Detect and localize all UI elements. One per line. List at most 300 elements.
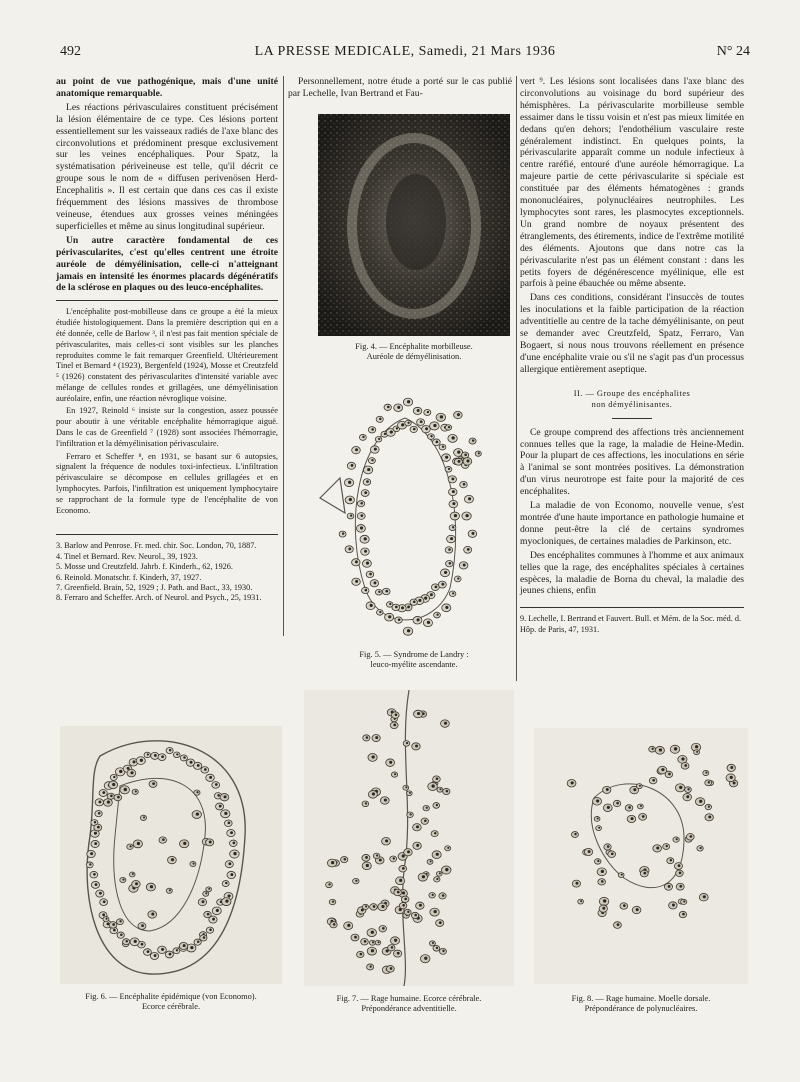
nucleus-mark [332, 900, 334, 902]
nucleus-mark [224, 795, 227, 798]
nucleus-mark [588, 850, 591, 853]
nucleus-mark [366, 736, 369, 739]
column-divider-right [516, 76, 517, 681]
nucleus-mark [183, 944, 186, 947]
nucleus-mark [390, 430, 393, 433]
nucleus-mark [372, 792, 375, 795]
nucleus-mark [416, 825, 419, 828]
issue-number: N° 24 [716, 44, 750, 59]
nucleus-mark [355, 580, 358, 583]
nucleus-mark [176, 753, 178, 755]
figure-7-image [304, 690, 514, 986]
nucleus-mark [699, 800, 702, 803]
nucleus-mark [617, 923, 620, 926]
nucleus-mark [93, 873, 96, 876]
caption-line: Prépondérance adventitielle. [361, 1004, 457, 1013]
nucleus-mark [365, 856, 368, 859]
nucleus-mark [571, 781, 574, 784]
nucleus-mark [370, 965, 372, 967]
footnote: 4. Tinel et Bernard. Rev. Neurol., 39, 1923. [56, 551, 198, 561]
nucleus-mark [365, 905, 367, 907]
paragraph: vert ⁹. Les lésions sont localisées dans l'axe blanc des circonvolutions au voisinage du bord supérieur des hémisphères. La périvascularite morbilleuse semble essaimer dans le tissu voisin et n'est pas mieux limitée en dedans qu'en dehors; l'endothélium vasculaire reste généralement indistinct. En quelques points, la périvascularite apparaît comme un nodule infectieux à centre raréfié, entouré d'une auréole hémorragique. La majeure partie de cette périvascularite si spéciale est constituée par des éléments hématogènes : grands mononucléaires, polynucléaires neutrophiles. Les lymphocytes sont rares, les plasmocytes exceptionnels. Un grand nombre de noyaux présentent des étranglements, des étirements, indice de l'extrême motilité des éléments. Ajoutons que dans notre cas la périvascularite n'est pas un élément constant : dans les petits foyers de dégénérescence myélinique, elle est parfois à peine ébauchée ou même absente. [520, 76, 744, 290]
nucleus-mark [370, 604, 373, 607]
nucleus-mark [192, 863, 194, 865]
column-2 [288, 76, 512, 102]
paragraph: La maladie de von Economo, nouvelle venue, s'est montrée d'une haute importance en pathologie humaine et donne peut-être la clé de certains syndromes myocloniques, de certaines maladies de Parkinson, etc. [520, 500, 744, 547]
nucleus-mark [639, 785, 641, 787]
nucleus-mark [388, 615, 391, 618]
nucleus-mark [219, 805, 222, 808]
nucleus-mark [360, 526, 363, 529]
nucleus-mark [407, 629, 410, 632]
nucleus-mark [196, 791, 198, 793]
nucleus-mark [420, 420, 423, 423]
nucleus-mark [416, 844, 419, 847]
nucleus-mark [652, 779, 655, 782]
nucleus-mark [445, 606, 448, 609]
nucleus-mark [103, 900, 106, 903]
nucleus-mark [202, 900, 205, 903]
footnote: 6. Reinold. Monatschr. f. Kinderh, 37, 1927. [56, 572, 202, 582]
nucleus-mark [424, 597, 427, 600]
nucleus-mark [389, 603, 391, 605]
paragraph: En 1927, Reinold ⁶ insiste sur la congestion, assez poussée pour aboutir à une véritable encéphalite hémorragique aiguë. Dans le cas de Greenfield ⁷ (1928) sont associées l'hémorragie, l'infiltration et la démyélinisation périvasculaire. [56, 406, 278, 448]
nucleus-mark [424, 957, 427, 960]
caption-line: leuco-myélite ascendante. [370, 660, 458, 669]
figure-5-image [300, 378, 510, 648]
page-header [60, 44, 750, 64]
nucleus-mark [574, 833, 576, 835]
nucleus-mark [606, 788, 609, 791]
nucleus-mark [135, 882, 138, 885]
nucleus-mark [402, 904, 405, 907]
nucleus-mark [371, 931, 374, 934]
nucleus-mark [434, 910, 437, 913]
nucleus-mark [333, 923, 336, 926]
nucleus-mark [407, 400, 410, 403]
nucleus-mark [372, 941, 374, 943]
nucleus-mark [413, 600, 416, 603]
nucleus-mark [597, 817, 599, 819]
nucleus-mark [621, 874, 623, 876]
nucleus-mark [471, 532, 474, 535]
nucleus-mark [442, 950, 444, 952]
nucleus-mark [152, 782, 155, 785]
vessel-outline [320, 478, 345, 513]
nucleus-mark [661, 768, 664, 771]
nucleus-mark [597, 860, 599, 862]
nucleus-mark [366, 562, 369, 565]
nucleus-mark [406, 742, 408, 744]
nucleus-mark [442, 894, 445, 897]
nucleus-mark [385, 839, 388, 842]
nucleus-mark [607, 845, 610, 848]
nucleus-mark [598, 827, 600, 829]
nucleus-mark [208, 888, 210, 890]
nucleus-mark [374, 581, 377, 584]
nucleus-mark [98, 800, 101, 803]
nucleus-mark [141, 924, 144, 927]
nucleus-mark [147, 753, 149, 755]
nucleus-mark [679, 872, 682, 875]
nucleus-mark [467, 548, 470, 551]
nucleus-mark [225, 882, 227, 884]
nucleus-mark [102, 913, 105, 916]
nucleus-mark [376, 854, 378, 856]
footnote: 3. Barlow and Penrose. Fr. med. chir. Soc. London, 70, 1887. [56, 541, 257, 551]
nucleus-mark [450, 537, 453, 540]
nucleus-mark [430, 593, 433, 596]
nucleus-mark [652, 748, 654, 750]
nucleus-mark [448, 468, 450, 470]
nucleus-mark [602, 907, 605, 910]
nucleus-mark [670, 859, 672, 861]
nucleus-mark [391, 946, 394, 949]
nucleus-mark [134, 940, 137, 943]
nucleus-mark [628, 806, 631, 809]
figure-5-caption [318, 650, 510, 670]
nucleus-mark [344, 858, 347, 861]
nucleus-mark [633, 788, 636, 791]
nucleus-mark [190, 946, 193, 949]
nucleus-mark [372, 755, 375, 758]
nucleus-mark [607, 806, 610, 809]
nucleus-mark [708, 781, 710, 783]
caption-line: Prépondérance de polynucléaires. [584, 1004, 698, 1013]
nucleus-mark [204, 768, 207, 771]
nucleus-mark [207, 913, 210, 916]
nucleus-mark [401, 423, 404, 426]
nucleus-mark [375, 736, 378, 739]
nucleus-mark [683, 900, 685, 902]
nucleus-mark [97, 826, 100, 829]
nucleus-mark [434, 832, 436, 834]
caption-line: Fig. 4. — Encéphalite morbilleuse. [355, 342, 473, 351]
nucleus-mark [102, 791, 105, 794]
nucleus-mark [603, 899, 606, 902]
nucleus-mark [342, 532, 344, 534]
caption-line: Fig. 8. — Rage humaine. Moelle dorsale. [571, 994, 711, 1003]
nucleus-mark [367, 468, 370, 471]
nucleus-mark [442, 446, 444, 448]
nucleus-mark [196, 812, 199, 815]
nucleus-mark [466, 459, 469, 462]
nucleus-mark [439, 872, 441, 874]
nucleus-mark [666, 845, 668, 847]
nucleus-mark [355, 560, 358, 563]
nucleus-mark [348, 547, 351, 550]
nucleus-mark [407, 606, 410, 609]
nucleus-mark [354, 936, 357, 939]
nucleus-mark [426, 807, 428, 809]
nucleus-mark [379, 858, 382, 861]
nucleus-mark [472, 439, 474, 441]
nucleus-mark [147, 950, 150, 953]
column-1 [56, 76, 278, 604]
nucleus-mark [140, 759, 143, 762]
nucleus-mark [465, 514, 468, 517]
nucleus-mark [197, 940, 200, 943]
paragraph: au point de vue pathogénique, mais d'une unité anatomique remarquable. [56, 76, 278, 99]
nucleus-mark [407, 422, 409, 424]
footnotes [56, 541, 278, 603]
nucleus-mark [643, 872, 646, 875]
page-number: 492 [60, 44, 81, 59]
nucleus-mark [107, 801, 110, 804]
nucleus-mark [90, 852, 93, 855]
caption-line: Auréole de démyélinisation. [366, 352, 462, 361]
nucleus-mark [379, 611, 381, 613]
footnote: 7. Greenfield. Brain, 52, 1929 ; J. Path. and Bact., 33, 1930. [56, 583, 253, 593]
nucleus-mark [379, 418, 382, 421]
nucleus-mark [99, 892, 102, 895]
nucleus-mark [113, 776, 115, 778]
paragraph: Des encéphalites communes à l'homme et aux animaux telles que la rage, des encéphalites spéciales à certaines espèces, la maladie de Borna du cheval, la maladie des jeunes chiens, enfin [520, 549, 744, 597]
nucleus-mark [730, 776, 733, 779]
nucleus-mark [382, 927, 385, 930]
nucleus-mark [129, 845, 131, 847]
nucleus-mark [695, 745, 698, 748]
paragraph: Ferraro et Scheffer ⁸, en 1931, se basant sur 6 autopsies, signalent la fréquence de nodules toxi-infectieux. L'infiltration périvasculaire se décompose en cellules grillagées et en lymphocytes. Parfois, l'infiltration est uniquement lymphocytaire se rapprochant de la formule type de l'encéphalite de von Economo. [56, 451, 278, 515]
nucleus-mark [230, 873, 233, 876]
nucleus-mark [696, 751, 698, 753]
nucleus-mark [446, 790, 449, 793]
nucleus-mark [169, 749, 172, 752]
footnote-separator [520, 607, 744, 608]
nucleus-mark [384, 799, 387, 802]
nucleus-mark [397, 406, 400, 409]
nucleus-mark [126, 940, 128, 942]
nucleus-mark [678, 864, 681, 867]
nucleus-mark [127, 767, 130, 770]
nucleus-mark [215, 783, 218, 786]
nucleus-mark [435, 585, 438, 588]
nucleus-mark [393, 724, 396, 727]
figure-8-image [534, 728, 748, 984]
nucleus-mark [640, 805, 642, 807]
nucleus-mark [452, 502, 455, 505]
nucleus-mark [616, 802, 619, 805]
nucleus-mark [94, 821, 96, 823]
nucleus-mark [439, 921, 442, 924]
nucleus-mark [445, 868, 448, 871]
nucleus-mark [684, 764, 687, 767]
nucleus-mark [228, 821, 231, 824]
nucleus-mark [623, 904, 626, 907]
nucleus-mark [405, 786, 407, 788]
nucleus-mark [458, 460, 461, 463]
nucleus-mark [452, 526, 454, 528]
nucleus-mark [150, 885, 153, 888]
nucleus-mark [203, 936, 206, 939]
caption-line: Fig. 7. — Rage humaine. Ecorce cérébrale. [336, 994, 482, 1003]
nucleus-mark [154, 754, 157, 757]
nucleus-mark [427, 621, 430, 624]
nucleus-mark [389, 761, 392, 764]
nucleus-mark [162, 838, 165, 841]
nucleus-mark [197, 764, 200, 767]
nucleus-mark [417, 409, 420, 412]
nucleus-mark [347, 924, 350, 927]
nucleus-mark [611, 852, 614, 855]
nucleus-mark [385, 590, 388, 593]
nucleus-mark [348, 481, 351, 484]
nucleus-mark [708, 815, 711, 818]
nucleus-mark [209, 841, 212, 844]
nucleus-mark [124, 788, 127, 791]
nucleus-mark [122, 879, 124, 881]
nucleus-mark [417, 712, 420, 715]
nucleus-mark [169, 889, 171, 891]
nucleus-mark [703, 895, 706, 898]
nucleus-mark [441, 583, 444, 586]
nucleus-mark [228, 862, 231, 865]
nucleus-mark [378, 591, 380, 593]
nucleus-mark [117, 796, 120, 799]
nucleus-mark [364, 537, 367, 540]
nucleus-mark [407, 911, 409, 913]
nucleus-mark [205, 892, 207, 894]
nucleus-mark [151, 913, 154, 916]
nucleus-mark [686, 795, 689, 798]
nucleus-mark [576, 882, 579, 885]
caption-line: Ecorce cérébrale. [141, 1002, 201, 1011]
nucleus-mark [365, 589, 368, 592]
nucleus-mark [705, 772, 707, 774]
nucleus-mark [432, 894, 434, 896]
nucleus-mark [708, 806, 710, 808]
nucleus-mark [397, 952, 400, 955]
nucleus-mark [674, 747, 677, 750]
nucleus-mark [659, 748, 662, 751]
nucleus-mark [402, 867, 405, 870]
nucleus-mark [120, 933, 123, 936]
nucleus-mark [679, 885, 682, 888]
nucleus-mark [209, 928, 212, 931]
nucleus-mark [430, 860, 432, 862]
nucleus-mark [452, 490, 455, 493]
section-heading [520, 388, 744, 410]
nucleus-mark [431, 784, 434, 787]
nucleus-mark [457, 577, 459, 579]
figure-8-caption [528, 994, 754, 1014]
nucleus-mark [224, 812, 227, 815]
nucleus-mark [432, 942, 434, 944]
nucleus-mark [176, 949, 178, 951]
column-divider-left [283, 76, 284, 636]
nucleus-mark [89, 863, 91, 865]
figure-4-image [318, 114, 510, 336]
nucleus-mark [331, 861, 334, 864]
nucleus-mark [399, 879, 402, 882]
nucleus-mark [394, 773, 396, 775]
figure-6-caption [56, 992, 286, 1012]
nucleus-mark [364, 940, 367, 943]
nucleus-mark [390, 967, 393, 970]
nucleus-mark [394, 939, 397, 942]
nucleus-mark [401, 606, 404, 609]
nucleus-mark [433, 424, 436, 427]
nucleus-mark [580, 900, 582, 902]
nucleus-mark [679, 786, 682, 789]
nucleus-mark [419, 904, 422, 907]
nucleus-mark [430, 435, 432, 437]
nucleus-mark [407, 850, 410, 853]
nucleus-mark [402, 891, 405, 894]
nucleus-mark [422, 875, 425, 878]
nucleus-mark [448, 548, 451, 551]
nucleus-mark [378, 941, 380, 943]
nucleus-mark [444, 571, 447, 574]
nucleus-mark [233, 842, 236, 845]
nucleus-mark [396, 427, 398, 429]
nucleus-mark [451, 477, 454, 480]
nucleus-mark [360, 502, 363, 505]
nucleus-mark [676, 838, 678, 840]
nucleus-mark [365, 802, 367, 804]
nucleus-mark [113, 929, 116, 932]
nucleus-mark [217, 794, 220, 797]
nucleus-mark [601, 870, 604, 873]
nucleus-mark [668, 885, 671, 888]
nucleus-mark [119, 920, 121, 922]
nucleus-mark [452, 592, 454, 594]
nucleus-mark [364, 491, 367, 494]
footnote: 5. Mosse und Creutzfeld. Jahrb. f. Kinderh., 62, 1926. [56, 562, 233, 572]
paragraph: Un autre caractère fondamental de ces périvascularites, c'est qu'elles centrent une étroite auréole de démyélinisation, celle-ci n'atteignant jamais en intensité les énormes placards dégénératifs de la sclérose en plaques ou des leuco-encéphalites. [56, 234, 278, 294]
footnote: 9. Lechelle, I. Bertrand et Fauvert. Bull. et Mém. de la Soc. méd. d. Hôp. de Paris, 47, 1931. [520, 614, 741, 634]
nucleus-mark [132, 873, 134, 875]
nucleus-mark [448, 426, 450, 428]
nucleus-mark [135, 790, 137, 792]
nucleus-mark [98, 812, 101, 815]
nucleus-mark [440, 415, 443, 418]
nucleus-mark [436, 878, 438, 880]
nucleus-mark [161, 755, 164, 758]
nucleus-mark [371, 459, 373, 461]
nucleus-mark [436, 947, 438, 949]
nucleus-mark [351, 464, 354, 467]
nucleus-mark [457, 451, 460, 454]
nucleus-mark [169, 953, 172, 956]
nucleus-mark [183, 842, 186, 845]
nucleus-mark [366, 480, 369, 483]
nucleus-mark [687, 788, 689, 790]
nucleus-mark [373, 905, 376, 908]
nucleus-mark [427, 411, 429, 413]
nucleus-mark [387, 406, 390, 409]
nucleus-mark [415, 745, 418, 748]
paragraph: Personnellement, notre étude a porté sur le cas publié par Lechelle, Ivan Bertrand et Fau- [288, 76, 512, 99]
nucleus-mark [360, 514, 363, 517]
nucleus-mark [672, 904, 675, 907]
nucleus-mark [636, 908, 639, 911]
nucleus-mark [397, 891, 400, 894]
nucleus-mark [409, 813, 411, 815]
nucleus-mark [381, 905, 384, 908]
nucleus-mark [449, 562, 452, 565]
nucleus-mark [366, 864, 369, 867]
figure-7-caption [296, 994, 522, 1014]
nucleus-mark [452, 436, 455, 439]
nucleus-mark [463, 483, 466, 486]
nucleus-mark [106, 918, 108, 920]
nucleus-mark [690, 835, 693, 838]
section-heading-line: non démyélinisantes. [591, 399, 673, 409]
nucleus-mark [190, 761, 193, 764]
nucleus-mark [225, 900, 228, 903]
nucleus-mark [112, 923, 115, 926]
